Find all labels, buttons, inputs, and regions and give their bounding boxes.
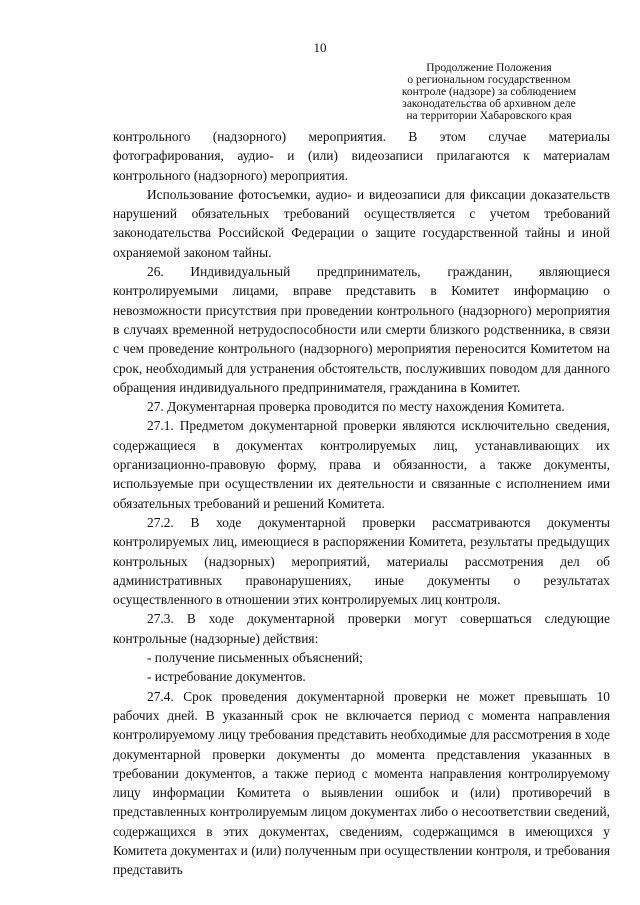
header-line: контроле (надзоре) за соблюдением <box>401 86 577 98</box>
document-body <box>113 127 610 880</box>
list-item: - истребование документов. <box>147 669 306 685</box>
paragraph-clause-27: 27. Документарная проверка проводится по месту нахождения Комитета. <box>147 399 565 415</box>
page-number: 10 <box>313 40 327 55</box>
paragraph-clause-27-4: 27.4. Срок проведения документарной проверки не может превышать 10 рабочих дней. В указанный срок не включается период с момента направления контролируемому лицу требования представить необходимые для рассмотрения в ходе документарной проверки документы до момента представления указанных в требовании документов, а также период с момента направления контролируемому лицу информации Комитета о выявлении ошибок и (или) противоречий в представленных контролируемым лицом документах либо о несоответствии сведений, содержащихся в этих документах, сведениям, содержащимся в имеющихся у Комитета документах и (или) полученным при осуществлении контроля, и требования представить <box>113 688 610 878</box>
list-item: - получение письменных объяснений; <box>147 650 363 666</box>
header-line: Продолжение Положения <box>426 62 552 74</box>
header-line: о региональном государственном <box>407 74 571 86</box>
paragraph-clause-27-2: 27.2. В ходе документарной проверки рассматриваются документы контролируемых лиц, имеющиеся в распоряжении Комитета, результаты предыдущих контрольных (надзорных) мероприятий, материалы рассмотрения дел об административных правонарушениях, иные документы о результатах осуществленного в отношении этих контролируемых лиц контроля. <box>113 514 610 608</box>
paragraph-clause-26: 26. Индивидуальный предприниматель, гражданин, являющиеся контролируемыми лицами, вправе представить в Комитет информацию о невозможности присутствия при проведении контрольного (надзорного) мероприятия в случаях временной нетрудоспособности или смерти близкого родственника, в связи с чем проведение контрольного (надзорного) мероприятия переносится Комитетом на срок, необходимый для устранения обстоятельств, послуживших поводом для данного обращения индивидуального предпринимателя, гражданина в Комитет. <box>113 264 610 395</box>
header-line: на территории Хабаровского края <box>406 110 572 122</box>
paragraph-clause-27-1: 27.1. Предметом документарной проверки являются исключительно сведения, содержащиеся в документах контролируемых лиц, устанавливающих их организационно-правовую форму, права и обязанности, а также документы, используемые при осуществлении их деятельности и связанные с исполнением ими обязательных требований и решений Комитета. <box>113 418 610 511</box>
paragraph: контрольного (надзорного) мероприятия. В этом случае материалы фотографирования, аудио- и (или) видеозаписи прилагаются к материалам контрольного (надзорного) мероприятия. <box>113 129 610 183</box>
paragraph: Использование фотосъемки, аудио- и видеозаписи для фиксации доказательств нарушений обязательных требований осуществляется с учетом требований законодательства Российской Федерации о защите государственной тайны и иной охраняемой законом тайны. <box>113 186 610 260</box>
header-line: законодательства об архивном деле <box>402 98 576 110</box>
paragraph-clause-27-3: 27.3. В ходе документарной проверки могут совершаться следующие контрольные (надзорные) действия: <box>113 611 610 646</box>
document-header-note <box>374 62 604 122</box>
